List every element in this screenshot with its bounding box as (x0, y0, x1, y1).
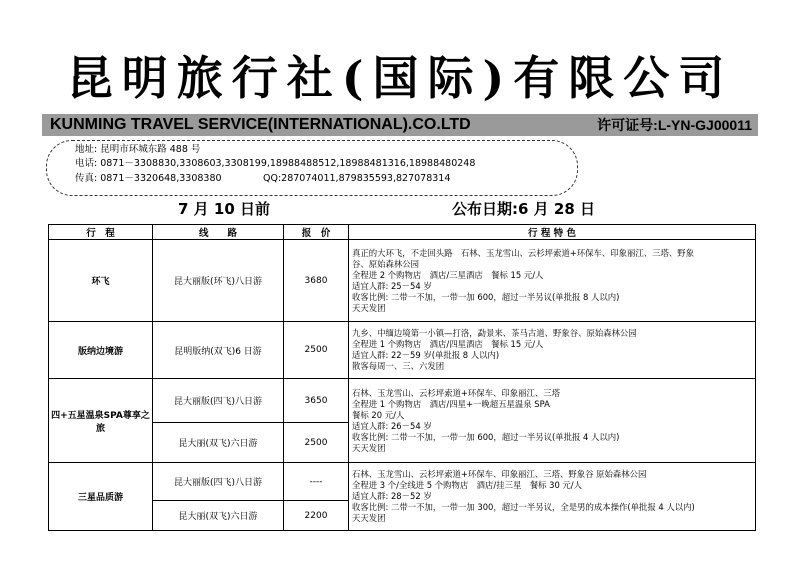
features-cell (349, 322, 756, 379)
feature-line: 全程进 3 个/全线进 5 个购物店 酒店/挂三星 餐标 30 元/人 (352, 480, 583, 490)
features-cell (349, 379, 756, 463)
table-row (49, 322, 756, 379)
category-cell: 环飞 (49, 240, 153, 322)
feature-line: 真正的大环飞，不走回头路 石林、玉龙雪山、云杉坪索道+环保车、印象丽江、三塔、野象 (352, 247, 695, 258)
category-cell: 四+五星温泉SPA尊享之旅 (49, 379, 153, 463)
category-cell: 版纳边境游 (49, 322, 153, 379)
license-number: 许可证号:L-YN-GJ00011 (597, 117, 752, 133)
route-price: 2200 (284, 501, 349, 531)
route-name: 昆大丽版(环飞)八日游 (153, 240, 284, 322)
route-price: 3650 (284, 379, 349, 423)
publish-date: 公布日期:6 月 28 日 (452, 200, 595, 218)
feature-line: 石林、玉龙雪山、云杉坪索道+环保车、印象丽江、三塔 (352, 387, 561, 398)
feature-line: 餐标 20 元/人 (352, 409, 405, 420)
feature-line: 收客比例: 二带一不加，一带一加 600，超过一半另议(单批报 4 人以内) (352, 431, 620, 442)
company-title-cn: 昆明旅行社(国际)有限公司 (66, 51, 734, 105)
route-name: 昆明版纳(双飞)6 日游 (153, 322, 284, 379)
feature-line: 适宜人群: 25－54 岁 (352, 280, 432, 291)
feature-line: 全程进 1 个购物店 酒店/四星酒店 餐标 15 元/人 (352, 339, 544, 349)
table-header-row (49, 225, 756, 240)
table-row (49, 463, 756, 501)
route-table (48, 224, 756, 531)
contact-box (46, 140, 578, 196)
route-price: 2500 (284, 423, 349, 463)
feature-line: 全程进 2 个购物店 酒店/三星酒店 餐标 15 元/人 (352, 269, 544, 280)
header-route: 线 路 (153, 225, 284, 240)
route-name: 昆大丽版(四飞)八日游 (153, 379, 284, 423)
title-bar (42, 114, 758, 136)
feature-line: 收客比例: 二带一不加，一带一加 300，超过一半另议，全是男的成本操作(单批报 4 人以内) (352, 502, 695, 512)
company-title-en: KUNMING TRAVEL SERVICE(INTERNATIONAL).CO.LTD (50, 116, 471, 133)
features-cell (349, 463, 756, 531)
address-text: 地址: 昆明市环城东路 488 号 (75, 144, 201, 155)
feature-line: 适宜人群: 28－52 岁 (352, 491, 432, 501)
feature-line: 适宜人群: 26－54 岁 (352, 420, 432, 431)
header-price: 报 价 (284, 225, 349, 240)
qq-text: QQ:287074011,879835593,827078314 (263, 173, 451, 184)
feature-line: 全程进 1 个购物店 酒店/四星+一晚超五星温泉 SPA (352, 398, 550, 409)
route-price: 2500 (284, 322, 349, 379)
route-price: 3680 (284, 240, 349, 322)
feature-line: 九乡、中缅边境第一小镇—打洛，勐景来、茶马古道、野象谷、原始森林公园 (352, 328, 637, 338)
route-name: 昆大丽版(四飞)八日游 (153, 463, 284, 501)
route-price: ---- (284, 463, 349, 501)
header-itinerary: 行 程 (49, 225, 153, 240)
table-row (49, 379, 756, 423)
valid-until-date: 7 月 10 日前 (178, 200, 270, 218)
header-features: 行 程 特 色 (349, 225, 756, 240)
table-row (49, 240, 756, 322)
feature-line: 天天发团 (352, 302, 386, 313)
route-name: 昆大丽(双飞)六日游 (153, 501, 284, 531)
feature-line: 谷、原始森林公园 (352, 258, 419, 269)
feature-line: 石林、玉龙雪山、云杉坪索道+环保车、印象丽江、三塔、野象谷 原始森林公园 (352, 469, 647, 479)
features-cell (349, 240, 756, 322)
category-cell: 三星品质游 (49, 463, 153, 531)
feature-line: 天天发团 (352, 513, 386, 523)
phone-text: 电话: 0871－3308830,3308603,3308199,18988488512,18988481316,18988480248 (75, 158, 476, 169)
fax-text: 传真: 0871－3320648,3308380 (75, 173, 222, 184)
feature-line: 天天发团 (352, 442, 386, 453)
feature-line: 散客每周一、三、六发团 (352, 361, 445, 371)
route-name: 昆大丽(双飞)六日游 (153, 423, 284, 463)
feature-line: 适宜人群: 22－59 岁(单批报 8 人以内) (352, 350, 500, 360)
feature-line: 收客比例: 二带一不加，一带一加 600，超过一半另议(单批报 8 人以内) (352, 291, 620, 302)
